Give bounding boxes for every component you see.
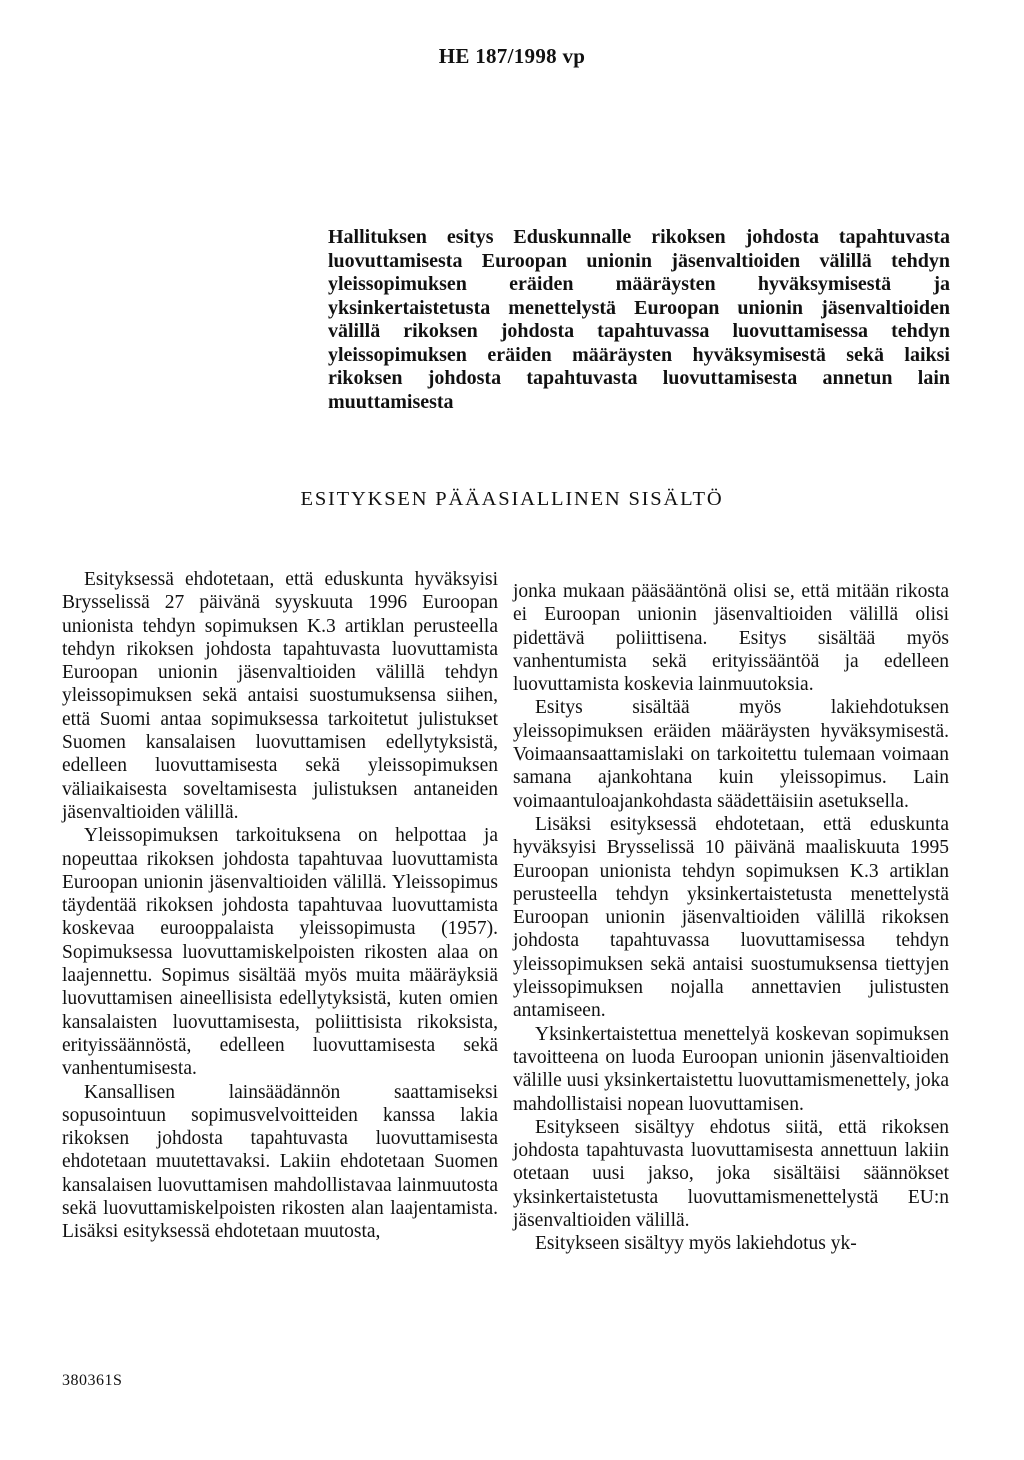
right-paragraph-4: Yksinkertaistettua menettelyä koskevan sopimuksen tavoitteena on luoda Euroopan unionin jäsenvaltioiden välille uusi yksinkertaistettu luovuttamismenettely, joka mahdollistaisi nopean luovuttamisen. bbox=[513, 1023, 949, 1115]
footer-document-code: 380361S bbox=[62, 1372, 123, 1389]
left-paragraph-3: Kansallisen lainsäädännön saattamiseksi sopusointuun sopimusvelvoitteiden kanssa lakia rikoksen johdosta tapahtuvasta luovuttamisesta ehdotetaan muutettavaksi. Lakiin ehdotetaan Suomen kansalaisen luovuttamisen mahdollistavaa lainmuutosta sekä luovuttamiskelpoisten rikosten alan laajentamista. Lisäksi esityksessä ehdotetaan muutosta, bbox=[62, 1081, 498, 1243]
document-id-header: HE 187/1998 vp bbox=[438, 44, 586, 68]
right-paragraph-6: Esitykseen sisältyy myös lakiehdotus yk- bbox=[535, 1233, 857, 1255]
bill-title: Hallituksen esitys Eduskunnalle rikoksen johdosta tapahtuvasta luovuttamisesta Euroopan unionin jäsenvaltioiden välillä tehdyn yleissopimuksen eräiden määräysten hyväksymisestä ja yksinkertaistetusta menettelystä Euroopan unionin jäsenvaltioiden välillä rikoksen johdosta tapahtuvassa luovuttamisessa tehdyn yleissopimuksen eräiden määräysten hyväksymisestä sekä laiksi rikoksen johdosta tapahtuvasta luovuttamisesta annetun lain muuttamisesta bbox=[328, 226, 950, 413]
section-heading: ESITYKSEN PÄÄASIALLINEN SISÄLTÖ bbox=[300, 488, 724, 510]
right-paragraph-1: jonka mukaan pääsääntönä olisi se, että mitään rikosta ei Euroopan unionin jäsenvaltioiden välillä olisi pidettävä poliittisena. Esitys sisältää myös vanhentumista sekä erityissääntöä ja edelleen luovuttamista koskevia lainmuutoksia. bbox=[513, 581, 949, 696]
right-column bbox=[513, 580, 949, 1256]
left-paragraph-1: Esityksessä ehdotetaan, että eduskunta hyväksyisi Brysselissä 27 päivänä syyskuuta 1996 Euroopan unionista tehdyn sopimuksen K.3 artiklan perusteella tehdyn rikoksen johdosta tapahtuvasta luovuttamista Euroopan unionin jäsenvaltioiden välillä tehdyn yleissopimuksen sekä antaisi suostumuksensa siihen, että Suomi antaa sopimuksessa tarkoitetut julistukset Suomen kansalaisen luovuttamisen edellytyksistä, edelleen luovuttamisesta sekä yleissopimuksen väliaikaisesta soveltamisesta julistuksen antaneiden jäsenvaltioiden välillä. bbox=[62, 569, 498, 823]
right-paragraph-2: Esitys sisältää myös lakiehdotuksen yleissopimuksen eräiden määräysten hyväksymisestä. Voimaansaattamislaki on tarkoitettu tulemaan voimaan samana ajankohtana kuin yleissopimus. Lain voimaantuloajankohdasta säädettäisiin asetuksella. bbox=[513, 697, 949, 812]
right-paragraph-3: Lisäksi esityksessä ehdotetaan, että eduskunta hyväksyisi Brysselissä 10 päivänä maaliskuuta 1995 Euroopan unionista tehdyn sopimuksen K.3 artiklan perusteella tehdyn yksinkertaistetusta menettelystä Euroopan unionin jäsenvaltioiden välillä rikoksen johdosta tapahtuvassa luovuttamisessa tehdyn yleissopimuksen sekä antaisi suostumuksensa tiettyjen yleissopimuksen nojalla annettavien julistusten antamiseen. bbox=[513, 813, 949, 1022]
right-paragraph-5: Esitykseen sisältyy ehdotus siitä, että rikoksen johdosta tapahtuvasta luovuttamisesta annettuun lakiin otetaan uusi jakso, joka sisältäisi säännökset yksinkertaistetusta luovuttamismenettelystä EU:n jäsenvaltioiden välillä. bbox=[513, 1116, 949, 1232]
left-column bbox=[62, 568, 498, 1244]
left-paragraph-2: Yleissopimuksen tarkoituksena on helpottaa ja nopeuttaa rikoksen johdosta tapahtuvaa luovuttamista Euroopan unionin jäsenvaltioiden välillä. Yleissopimus täydentää rikoksen johdosta tapahtuvaa luovuttamista koskevaa eurooppalaista yleissopimusta (1957). Sopimuksessa luovuttamiskelpoisten rikosten alaa on laajennettu. Sopimus sisältää myös muita määräyksiä luovuttamisen aineellisista edellytyksistä, kuten omien kansalaisten luovuttamisesta, poliittisista rikoksista, erityissäännöstä, edelleen luovuttamisesta sekä vanhentumisesta. bbox=[62, 825, 498, 1080]
